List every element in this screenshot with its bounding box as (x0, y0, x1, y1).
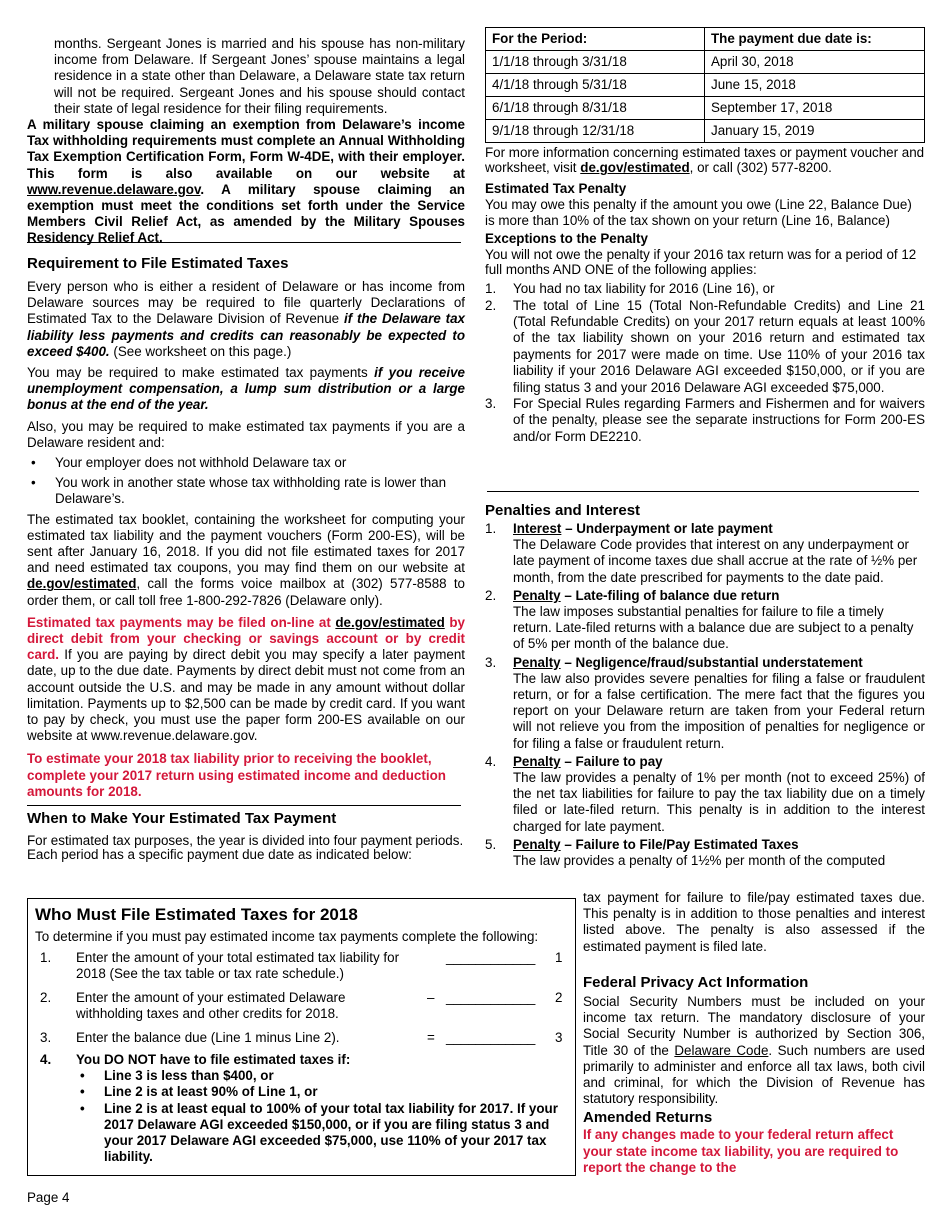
estimated-link[interactable]: de.gov/estimated (335, 614, 445, 630)
list-item: • Line 2 is at least equal to 100% of your total tax liability for 2017. If your 2017 Delaware AGI exceeded $150,000, or if you are filing status 3 and your 2017 Delaware AGI exceeded $75,000, use 110% of your 2017 tax liability. (76, 1101, 560, 1166)
worksheet-item-4: 4. You DO NOT have to file estimated taxes if: • Line 3 is less than $400, or • Line 2 is at least 90% of Line 1, or • Line 2 is at least equal to 100% of your total tax liability for 2017. If your 2017 Delaware AGI exceeded $150,000, or if you are filing status 3 and your 2017 Delaware AGI exceeded $75,000, use 110% of your 2017 tax liability. (40, 1052, 560, 1165)
line-3-input[interactable]: ____________ (446, 1030, 536, 1045)
box-subtitle: To determine if you must pay estimated income tax payments complete the following: (35, 929, 539, 944)
section-title: Penalties and Interest (485, 502, 641, 519)
section-divider (487, 491, 919, 492)
section-title: When to Make Your Estimated Tax Payment (27, 810, 337, 827)
requirement-bullets (27, 455, 465, 508)
box-title: Who Must File Estimated Taxes for 2018 (35, 905, 358, 924)
booklet-paragraph: The estimated tax booklet, containing the worksheet for computing your estimated tax liability and the payment vouchers (Form 200-ES), will be sent after January 16, 2018. If you did not file estimated taxes for 2017 and need estimated tax coupons, you may find them on our website at de.gov/estimated, call the forms voice mailbox at (302) 577-8588 to order them, or call toll free 1-800-292-7826 (Delaware only). (27, 511, 465, 608)
line-1-input[interactable]: ____________ (446, 950, 536, 965)
paragraph: Every person who is either a resident of Delaware or has income from Delaware sources may be required to file quarterly Declarations of Estimated Tax to the Delaware Division of Revenue if the Delaware tax liability less payments and credits can reasonably be expected to exceed $400. (See worksheet on this page.) (27, 279, 465, 359)
table-row: 1/1/18 through 3/31/18 April 30, 2018 (486, 51, 925, 74)
estimate-notice: To estimate your 2018 tax liability prior to receiving the booklet, complete your 2017 return using estimated income and deduction amounts for 2018. (27, 751, 446, 799)
more-info-paragraph: For more information concerning estimated taxes or payment voucher and worksheet, visit de.gov/estimated, or call (302) 577-8200. (485, 145, 925, 176)
delaware-code-link[interactable]: Delaware Code (674, 1042, 769, 1058)
revenue-website-link[interactable]: www.revenue.delaware.gov (27, 181, 201, 197)
subheading: Exceptions to the Penalty (485, 230, 648, 246)
amended-notice: If any changes made to your federal return affect your state income tax liability, you are required to report the change to the (583, 1127, 899, 1175)
requirement-section (27, 255, 465, 800)
item5-continued: tax payment for failure to file/pay estimated taxes due. This penalty is in addition to those penalties and interest listed above. The penalty is also assessed if the estimated payment is filed late. (583, 890, 925, 954)
paragraph: You will not owe the penalty if your 2016 tax return was for a period of 12 full months AND ONE of the following applies: (485, 246, 917, 278)
table-header: For the Period: (486, 28, 705, 51)
estimated-link[interactable]: de.gov/estimated (580, 160, 690, 176)
paragraph: You may be required to make estimated tax payments if you receive unemployment compensation, a lump sum distribution or a large bonus at the end of the year. (27, 365, 465, 413)
list-item: • Your employer does not withhold Delaware tax or (27, 455, 465, 471)
due-date-table-wrap (485, 27, 925, 143)
online-payment-paragraph: Estimated tax payments may be filed on-line at de.gov/estimated by direct debit from your checking or savings account or by credit card. If you are paying by direct debit you may specify a later payment date, up to the due date. Payments by direct debit must not come from an account outside the U.S. and may be made in any amount without dollar limitation. Payments up to $2,500 can be made by credit card. If you want to pay by check, you must use the paper form 200-ES available on our website at www.revenue.delaware.gov. (27, 614, 465, 744)
penalties-section (485, 502, 925, 869)
paragraph: You may owe this penalty if the amount you owe (Line 22, Balance Due) is more than 10% of the tax shown on your return (Line 16, Balance) (485, 197, 912, 228)
section-divider (27, 242, 461, 243)
subheading: Estimated Tax Penalty (485, 181, 627, 197)
list-item: 4. Penalty – Failure to pay The law provides a penalty of 1% per month (not to exceed 25%) of the net tax liabilities for failure to pay the tax liability due on a timely filed or late-filed return. This penalty is in addition to the interest charged for late payment. (485, 753, 925, 834)
paragraph: Social Security Numbers must be included on your income tax return. The mandatory disclosure of your Social Security Number is authorized by Section 306, Title 30 of the Delaware Code. Such numbers are used primarily to administer and enforce all tax laws, both civil and criminal, for which the Division of Revenue has statutory responsibility. (583, 994, 926, 1107)
table-row: 6/1/18 through 8/31/18 September 17, 2018 (486, 97, 925, 120)
military-spouse-paragraph: A military spouse claiming an exemption from Delaware’s income Tax withholding requirements must complete an Annual Withholding Tax Exemption Certification Form, Form W-4DE, with their employer. This form is also available on our website at www.revenue.delaware.gov. A military spouse claiming an exemption must meet the conditions set forth under the Service Members Civil Relief Act, as amended by the Military Spouses Residency Relief Act. (27, 117, 465, 246)
privacy-section (583, 974, 925, 1176)
exceptions-list (485, 281, 925, 445)
intro-paragraph: months. Sergeant Jones is married and his spouse has non-military income from Delaware. If Sergeant Jones’ spouse maintains a legal residence in a state other than Delaware, a Delaware state tax return will not be required. Sergeant Jones and his spouse should contact their state of legal residence for their filing requirements. (54, 36, 465, 116)
when-section (27, 810, 465, 862)
due-date-table (485, 27, 925, 143)
right-upper-section (485, 145, 925, 445)
line-2-input[interactable]: ____________ (446, 990, 536, 1005)
section-title: Amended Returns (583, 1109, 713, 1127)
list-item: 1. Interest – Underpayment or late payment The Delaware Code provides that interest on any underpayment or late payment of income taxes due shall accrue at the rate of ½% per month, from the date prescribed for payments to the date paid. (485, 521, 918, 585)
table-header-row (486, 28, 925, 51)
table-row: 9/1/18 through 12/31/18 January 15, 2019 (486, 120, 925, 143)
penalties-list (485, 521, 925, 869)
list-item: 1. You had no tax liability for 2016 (Line 16), or (485, 281, 775, 297)
table-header: The payment due date is: (705, 28, 925, 51)
list-item: • Line 2 is at least 90% of Line 1, or (76, 1084, 560, 1100)
who-must-file-box: Who Must File Estimated Taxes for 2018 To determine if you must pay estimated income tax payments complete the following: 1. Enter the amount of your total estimated tax liability for 2018 (See the tax table or tax rate schedule.) ____________ 1 2. Enter the amount of your estimated Delaware withholding taxes and other credits for 2018. – ____________ 2 3. Enter the balance due (Line 1 minus Line 2). = ____________ 3 4. You DO NOT have to file estimated taxes if: • Line 3 is less than $400, or • Line 2 is at least 90% of Line 1, or • Line 2 is at least equal to 100% of your total tax liability for 2017. If your 2017 Delaware AGI exceeded $150,000, or if you are filing status 3 and your 2017 Delaware AGI exceeded $75,000, use 110% of your 2017 tax liability. (27, 898, 576, 1176)
list-item: 3. Penalty – Negligence/fraud/substantial understatement The law also provides severe penalties for filing a false or fraudulent return, or for a false certification. The mere fact that the figures you report on your Delaware return are taken from your Federal return will not relieve you from the imposition of penalties for negligence or for filing a false or fraudulent return. (485, 654, 925, 751)
estimated-link[interactable]: de.gov/estimated (27, 576, 137, 592)
page-number: Page 4 (27, 1190, 70, 1205)
section-title: Requirement to File Estimated Taxes (27, 255, 289, 272)
list-item: 2. Penalty – Late-filing of balance due return The law imposes substantial penalties for failure to file a timely return. Late-filed returns with a balance due are subject to a penalty of 5% per month of the balance due. (485, 587, 914, 652)
list-item: 5. Penalty – Failure to File/Pay Estimated Taxes The law provides a penalty of 1½% per month of the computed (485, 836, 886, 869)
list-item: 3. For Special Rules regarding Farmers and Fishermen and for waivers of the penalty, please see the separate instructions for Form 200-ES and/or Form DE2210. (485, 396, 925, 444)
list-item: 2. The total of Line 15 (Total Non-Refundable Credits) and Line 21 (Total Refundable Credits) on your 2017 return equals at least 100% of the tax liability shown on your 2016 return and estimated tax payments for 2017 were made on time. Use 110% of your 2016 tax liability if your 2016 Delaware AGI exceeded $150,000, or if you are filing status 3 and your 2016 Delaware AGI exceeded $75,000. (485, 297, 925, 395)
table-row: 4/1/18 through 5/31/18 June 15, 2018 (486, 74, 925, 97)
list-item: • You work in another state whose tax withholding rate is lower than Delaware’s. (27, 475, 465, 507)
list-item: • Line 3 is less than $400, or (76, 1068, 560, 1084)
section-title: Federal Privacy Act Information (583, 974, 809, 991)
paragraph: For estimated tax purposes, the year is divided into four payment periods. Each period has a specific payment due date as indicated below: (27, 833, 464, 862)
paragraph: Also, you may be required to make estimated tax payments if you are a Delaware resident and: (27, 418, 465, 450)
section-divider (27, 805, 461, 806)
